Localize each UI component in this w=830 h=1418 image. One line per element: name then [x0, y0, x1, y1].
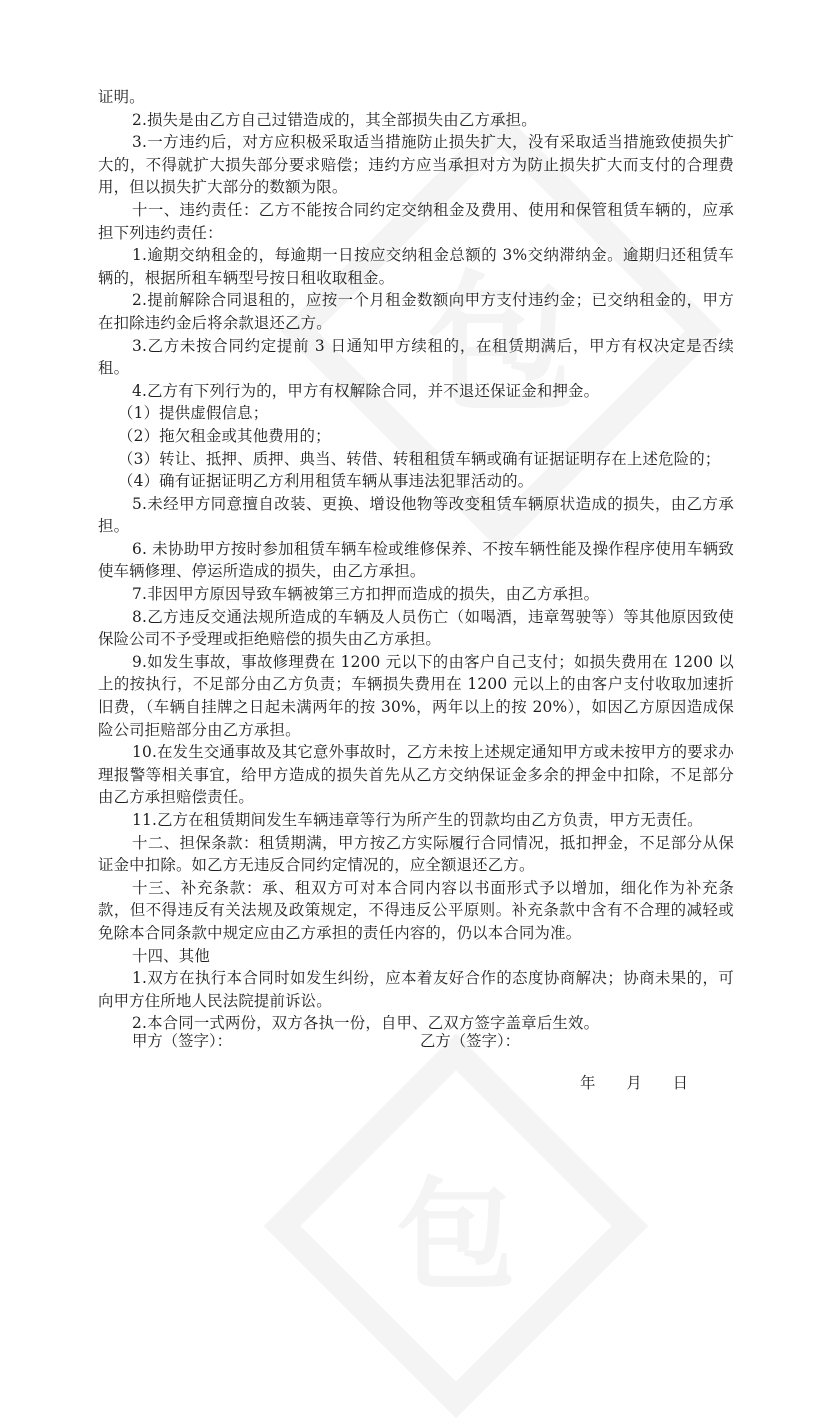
party-b-signature-label: 乙方（签字）：: [420, 1032, 521, 1050]
paragraph: 2.本合同一式两份，双方各执一份，自甲、乙双方签字盖章后生效。: [132, 1014, 600, 1033]
paragraph: 5.未经甲方同意擅自改装、更换、增设他物等改变租赁车辆原状造成的损失，由乙方承担。: [98, 494, 734, 536]
paragraph: 2.提前解除合同退租的，应按一个月租金数额向甲方支付违约金；已交纳租金的，甲方在扣除违约金后将余款退还乙方。: [98, 291, 734, 332]
paragraph: 6. 未协助甲方按时参加租赁车辆车检或维修保养、不按车辆性能及操作程序使用车辆致使车辆修理、停运所造成的损失，由乙方承担。: [98, 539, 734, 581]
section-heading-breach-liability: 十一、违约责任：乙方不能按合同约定交纳租金及费用、使用和保管租赁车辆的，应承担下列违约责任：: [98, 200, 734, 242]
paragraph: 7.非因甲方原因导致车辆被第三方扣押而造成的损失，由乙方承担。: [132, 585, 600, 604]
paragraph: 8.乙方违反交通法规所造成的车辆及人员伤亡（如喝酒，违章驾驶等）等其他原因致使保险公司不予受理或拒绝赔偿的损失由乙方承担。: [98, 607, 734, 649]
paragraph: 4.乙方有下列行为的，甲方有权解除合同，并不退还保证金和押金。: [132, 381, 600, 400]
paragraph: 2.损失是由乙方自己过错造成的，其全部损失由乙方承担。: [132, 110, 537, 129]
contract-body: [98, 86, 734, 1035]
section-heading-supplementary: 十三、补充条款：承、租双方可对本合同内容以书面形式予以增加，细化作为补充条款，但不得违反有关法规及政策规定，不得违反公平原则。补充条款中含有不合理的减轻或免除本合同条款中规定应由乙方承担的责任内容的，仍以本合同为准。: [98, 878, 734, 942]
paragraph: 1.双方在执行本合同时如发生纠纷，应本着友好合作的态度协商解决；协商未果的，可向甲方住所地人民法院提前诉讼。: [98, 969, 734, 1010]
paragraph: 1.逾期交纳租金的，每逾期一日按应交纳租金总额的 3%交纳滞纳金。逾期归还租赁车辆的，根据所租车辆型号按日租收取租金。: [98, 246, 734, 287]
date-year-label: 年: [580, 1074, 596, 1092]
paragraph: 11.乙方在租赁期间发生车辆违章等行为所产生的罚款均由乙方负责，甲方无责任。: [132, 811, 703, 829]
paragraph: 证明。: [98, 88, 145, 106]
sub-item: （3）转让、抵押、质押、典当、转借、转租租赁车辆或确有证据证明存在上述危险的；: [118, 449, 721, 468]
paragraph: 3.一方违约后，对方应积极采取适当措施防止损失扩大，没有采取适当措施致使损失扩大的，不得就扩大损失部分要求赔偿；违约方应当承担对方为防止损失扩大而支付的合理费用，但以损失扩大部分的数额为限。: [98, 133, 734, 197]
date-day-label: 日: [672, 1074, 689, 1092]
party-a-signature-label: 甲方（签字）：: [132, 1032, 233, 1050]
paragraph: 9.如发生事故，事故修理费在 1200 元以下的由客户自己支付；如损失费用在 1200 以上的按执行，不足部分由乙方负责；车辆损失费用在 1200 元以上的由客户支付收取加速折旧费，（车辆自挂牌之日起未满两年的按 30%，两年以上的按 20%），如因乙方原因造成保险公司拒赔部分由乙方承担。: [98, 652, 734, 739]
date-line: [580, 1071, 714, 1093]
section-heading-other: 十四、其他: [132, 946, 210, 965]
date-month-label: 月: [626, 1074, 642, 1092]
section-heading-guarantee: 十二、担保条款：租赁期满，甲方按乙方实际履行合同情况，抵扣押金，不足部分从保证金中扣除。如乙方无违反合同约定情况的，应全额退还乙方。: [98, 833, 734, 875]
paragraph: 3.乙方未按合同约定提前 3 日通知甲方续租的，在租赁期满后，甲方有权决定是否续租。: [98, 336, 734, 378]
sub-item: （1）提供虚假信息；: [118, 404, 269, 423]
sub-item: （4）确有证据证明乙方利用租赁车辆从事违法犯罪活动的。: [118, 472, 534, 491]
paragraph: 10.在发生交通事故及其它意外事故时，乙方未按上述规定通知甲方或未按甲方的要求办理报警等相关事宜，给甲方造成的损失首先从乙方交纳保证金多余的押金中扣除，不足部分由乙方承担赔偿责任。: [98, 743, 734, 807]
sub-item: （2）拖欠租金或其他费用的；: [118, 426, 331, 445]
